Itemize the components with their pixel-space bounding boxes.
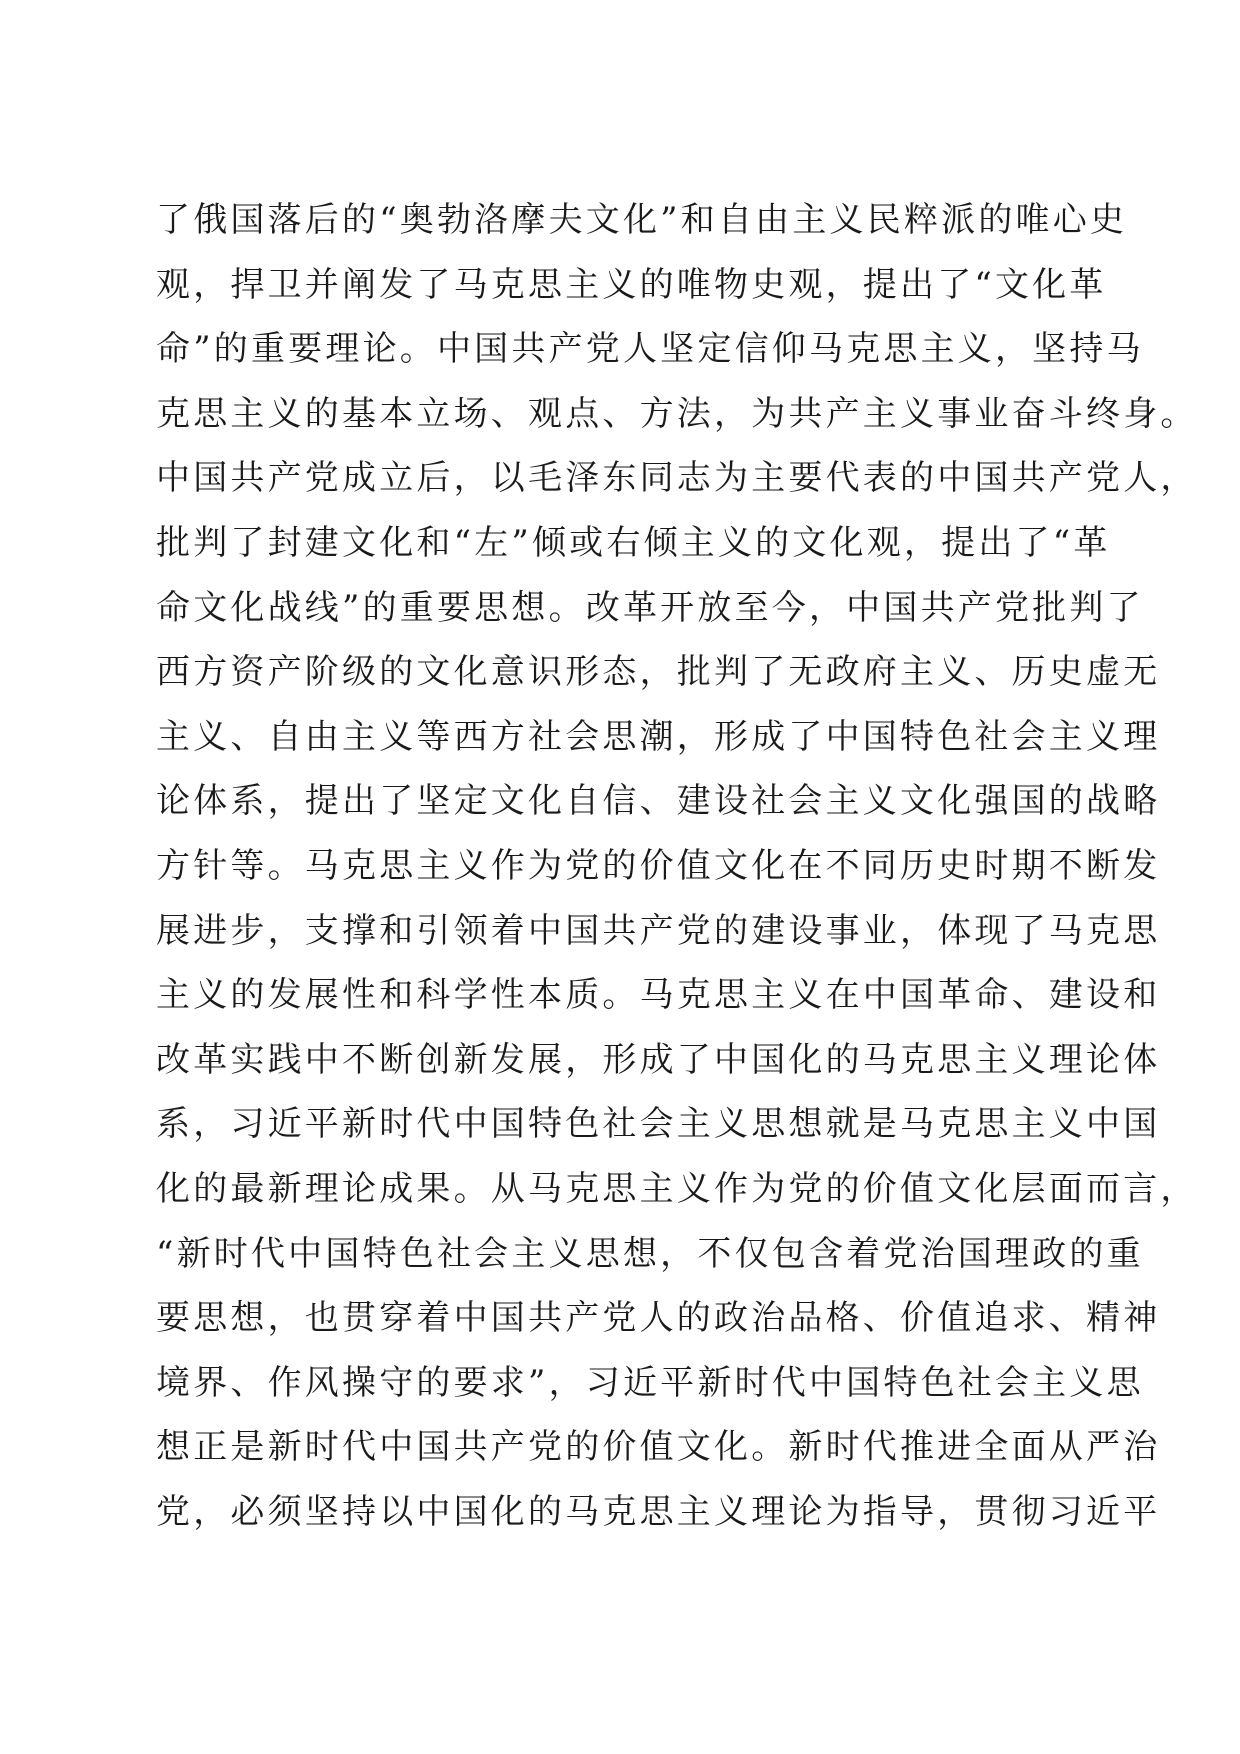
text-line: 中国共产党成立后，以毛泽东同志为主要代表的中国共产党人，: [156, 458, 1198, 499]
text-line: “新时代中国特色社会主义思想，不仅包含着党治国理政的重: [156, 1233, 1144, 1274]
text-line: 主义的发展性和科学性本质。马克思主义在中国革命、建设和: [156, 975, 1161, 1016]
text-line: 化的最新理论成果。从马克思主义作为党的价值文化层面而言，: [156, 1168, 1198, 1209]
text-line: 改革实践中不断创新发展，形成了中国化的马克思主义理论体: [156, 1039, 1161, 1080]
text-line: 克思主义的基本立场、观点、方法，为共产主义事业奋斗终身。: [156, 393, 1198, 434]
text-line: 想正是新时代中国共产党的价值文化。新时代推进全面从严治: [156, 1427, 1161, 1468]
text-line: 西方资产阶级的文化意识形态，批判了无政府主义、历史虚无: [156, 652, 1161, 693]
text-line: 要思想，也贯穿着中国共产党人的政治品格、价值追求、精神: [156, 1298, 1161, 1339]
text-line: 命文化战线”的重要思想。改革开放至今，中国共产党批判了: [156, 587, 1144, 628]
text-line: 系，习近平新时代中国特色社会主义思想就是马克思主义中国: [156, 1104, 1161, 1145]
text-line: 展进步，支撑和引领着中国共产党的建设事业，体现了马克思: [156, 910, 1161, 951]
text-line: 命”的重要理论。中国共产党人坚定信仰马克思主义，坚持马: [156, 329, 1144, 370]
text-line: 境界、作风操守的要求”，习近平新时代中国特色社会主义思: [156, 1362, 1144, 1403]
text-line: 批判了封建文化和“左”倾或右倾主义的文化观，提出了“革: [156, 522, 1111, 563]
text-line: 方针等。马克思主义作为党的价值文化在不同历史时期不断发: [156, 845, 1161, 886]
body-text: [156, 188, 1198, 1544]
text-line: 论体系，提出了坚定文化自信、建设社会主义文化强国的战略: [156, 781, 1161, 822]
text-line: 观，捍卫并阐发了马克思主义的唯物史观，提出了“文化革: [156, 264, 1107, 305]
text-line: 了俄国落后的“奥勃洛摩夫文化”和自由主义民粹派的唯心史: [156, 200, 1128, 240]
text-line: 党，必须坚持以中国化的马克思主义理论为指导，贯彻习近平: [156, 1491, 1161, 1532]
text-line: 主义、自由主义等西方社会思潮，形成了中国特色社会主义理: [156, 716, 1161, 757]
